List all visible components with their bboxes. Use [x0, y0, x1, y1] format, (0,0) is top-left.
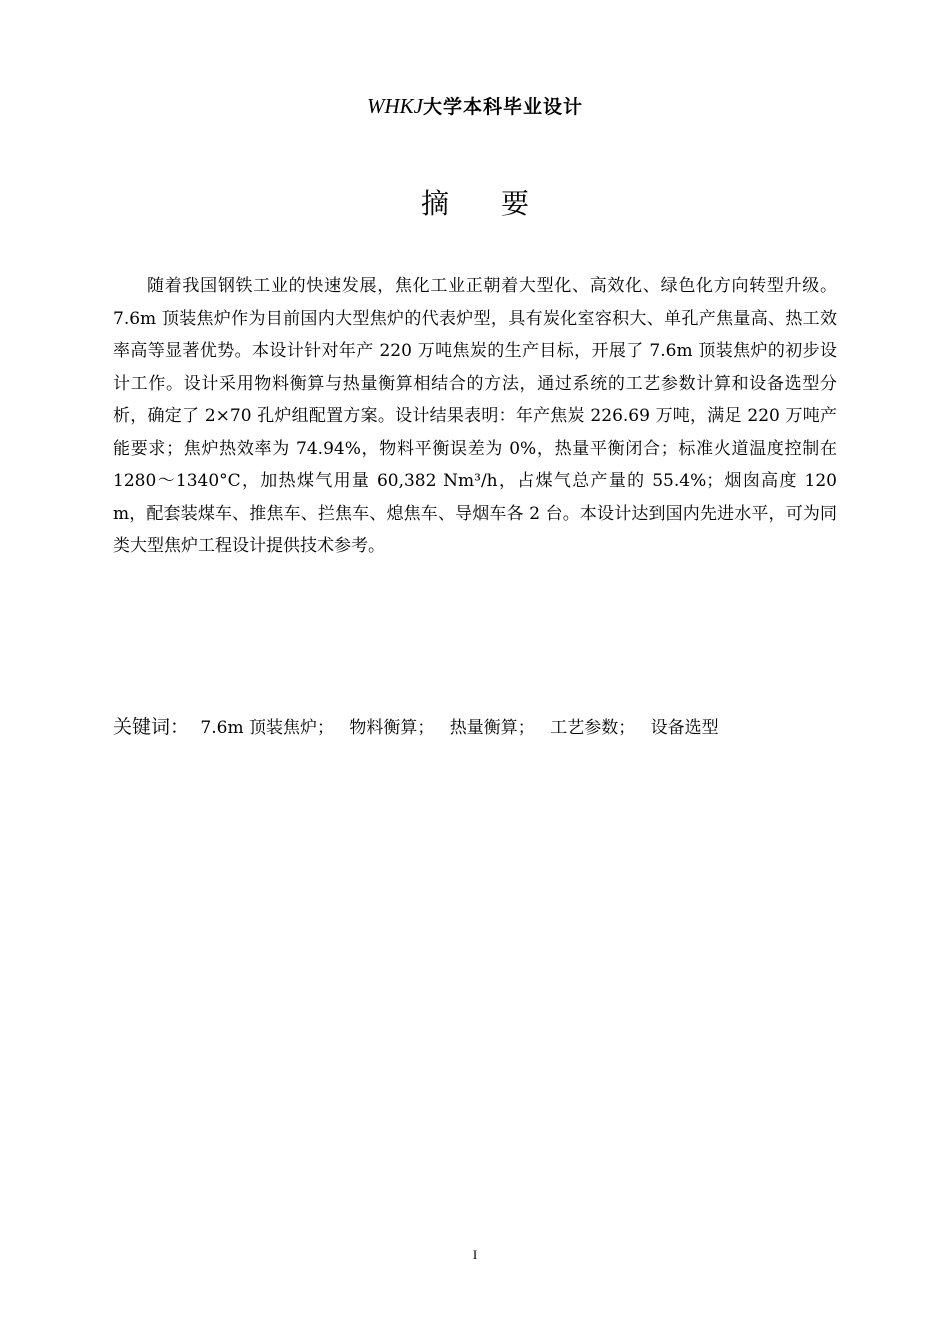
keyword-item: 7.6m 顶装焦炉； — [200, 718, 334, 738]
page-number: I — [472, 1247, 478, 1262]
header-university-abbrev: WHKJ — [366, 94, 423, 118]
keyword-item: 设备选型 — [650, 718, 719, 738]
keywords-label: 关键词： — [113, 716, 190, 738]
keywords-line — [113, 712, 837, 743]
header-document-type: 大学本科毕业设计 — [422, 96, 583, 118]
abstract-title — [0, 182, 950, 222]
abstract-title-char-1: 摘 — [420, 187, 449, 220]
keyword-item: 工艺参数； — [550, 718, 636, 738]
keyword-item: 物料衡算； — [349, 718, 435, 738]
running-header — [0, 92, 950, 119]
abstract-paragraph: 随着我国钢铁工业的快速发展，焦化工业正朝着大型化、高效化、绿色化方向转型升级。7.6m 顶装焦炉作为目前国内大型焦炉的代表炉型，具有炭化室容积大、单孔产焦量高、热工效率高等显著优势。本设计针对年产 220 万吨焦炭的生产目标，开展了 7.6m 顶装焦炉的初步设计工作。设计采用物料衡算与热量衡算相结合的方法，通过系统的工艺参数计算和设备选型分析，确定了 2×70 孔炉组配置方案。设计结果表明：年产焦炭 226.69 万吨，满足 220 万吨产能要求；焦炉热效率为 74.94%，物料平衡误差为 0%，热量平衡闭合；标准火道温度控制在 1280～1340°C，加热煤气用量 60,382 Nm³/h，占煤气总产量的 55.4%；烟囱高度 120 m，配套装煤车、推焦车、拦焦车、熄焦车、导烟车各 2 台。本设计达到国内先进水平，可为同类大型焦炉工程设计提供技术参考。 — [113, 276, 837, 556]
abstract-title-char-2: 要 — [501, 187, 530, 220]
keyword-item: 热量衡算； — [449, 718, 535, 738]
